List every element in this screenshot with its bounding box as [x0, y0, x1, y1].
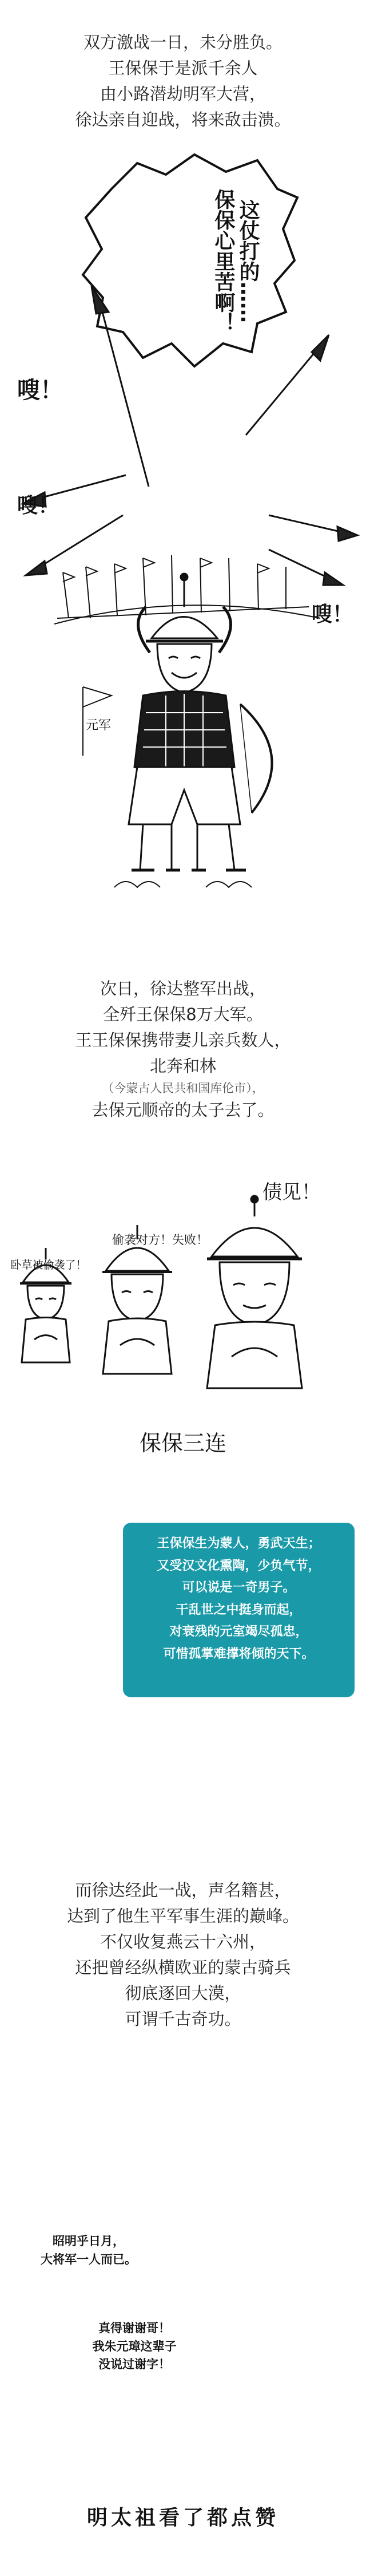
commentary-line: 可以说是一奇男子。	[182, 1581, 296, 1595]
speech-farewell: 债见！	[262, 1181, 321, 1204]
footer-caption: 明太祖看了都点赞	[86, 2506, 279, 2530]
flag-label: 元军	[86, 718, 112, 733]
caption-line: 由小路潜劫明军大营，	[100, 84, 266, 104]
speech-counter-fail: 偷袭对方！失败！	[112, 1233, 208, 1247]
bubble-line: 大将军一人而已。	[41, 2252, 137, 2266]
bubble-line: 昭明乎日月，	[53, 2234, 125, 2248]
commentary-line: 对衰残的元室竭尽孤忠，	[169, 1625, 308, 1639]
caption-line: 还把曾经纵横欧亚的蒙古骑兵	[75, 1957, 291, 1977]
speech-sneak-attacked: 卧草被偷袭了！	[10, 1259, 87, 1271]
caption-line: 而徐达经此一战，声名籍甚，	[75, 1880, 291, 1900]
bubble-line: 保保心里苦啊！	[211, 189, 235, 333]
soldier-large	[207, 1196, 302, 1388]
speech-top-text	[26, 2233, 152, 2269]
commentary-line: 干乱世之中挺身而起，	[176, 1602, 302, 1617]
commentary-line: 又受汉文化熏陶，少负气节，	[157, 1558, 321, 1573]
sfx-whoosh: 嗖！	[17, 494, 59, 517]
caption-line: 全歼王保保8万大军。	[103, 1004, 263, 1024]
speech-mid-text	[60, 2320, 209, 2374]
bubble-line: 真得谢谢哥！	[98, 2321, 170, 2335]
bubble-line: 我朱元璋这辈子	[92, 2339, 177, 2353]
caption-line: 王保保于是派千余人	[108, 58, 258, 78]
commentary-line: 可惜孤掌难撑将倾的天下。	[163, 1646, 315, 1661]
caption-line: 王王保保携带妻儿亲兵数人，	[75, 1030, 291, 1050]
caption-line: 达到了他生平军事生涯的巅峰。	[66, 1906, 299, 1926]
caption-line: 次日，徐达整军出战，	[100, 979, 266, 998]
sfx-whoosh: 嗖！	[312, 603, 353, 626]
caption-line: 可谓千古奇功。	[125, 2009, 241, 2029]
commentary-box	[123, 1523, 355, 1697]
section-title: 保保三连	[139, 1431, 226, 1456]
bubble-line: 没说过谢字！	[98, 2357, 170, 2371]
bubble-line: 这仗打的……	[236, 199, 260, 323]
caption-line: 彻底逐回大漠，	[125, 1983, 241, 2003]
commentary-line: 王保保生为蒙人，勇武天生；	[157, 1536, 321, 1551]
caption-line: 徐达亲自迎战，将来敌击溃。	[75, 109, 291, 129]
caption-line: 北奔和林	[149, 1056, 216, 1076]
caption-line: 双方激战一日，未分胜负。	[83, 33, 283, 52]
panel3-caption	[0, 1878, 366, 2032]
sfx-whoosh: 嗖！	[17, 377, 63, 404]
caption-line: 不仅收复燕云十六州，	[100, 1931, 266, 1951]
caption-line: 去保元顺帝的太子去了。	[92, 1100, 274, 1120]
caption-line: （今蒙古人民共和国库伦市），	[102, 1081, 264, 1095]
